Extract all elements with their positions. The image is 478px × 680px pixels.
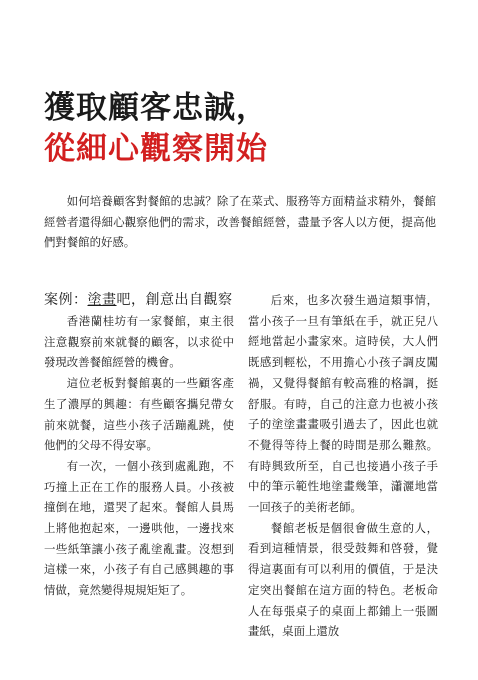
intro-paragraph: 如何培養顧客對餐館的忠誠？除了在菜式、服務等方面精益求精外，餐館經營者還得細心觀察他們的需求，改善餐館經營，盡量予客人以方便，提高他們對餐館的好感。 xyxy=(44,194,436,249)
left-column xyxy=(44,290,234,601)
case-heading xyxy=(44,290,234,311)
case-heading-suffix: 吧，創意出自觀察 xyxy=(116,292,233,308)
right-paragraph: 餐館老板是個很會做生意的人，看到這種情景，很受鼓舞和啓發，覺得這裏面有可以利用的價值，于是決定突出餐館在這方面的特色。老板命人在每張桌子的桌面上都鋪上一張圖畫紙，桌面上還放 xyxy=(248,520,438,639)
left-paragraph: 這位老板對餐館裏的一些顧客產生了濃厚的興趣：有些顧客攜兒帶女前來就餐，這些小孩子活蹦亂跳，使他們的父母不得安寧。 xyxy=(44,376,234,453)
left-paragraph: 有一次，一個小孩到處亂跑，不巧撞上正在工作的服務人員。小孩被撞倒在地，還哭了起來。餐館人員馬上將他抱起來，一邊哄他，一邊找來一些紙筆讓小孩子亂塗亂畫。沒想到這樣一來，小孩子有自己感興趣的事情做，竟然變得規規矩矩了。 xyxy=(44,458,234,598)
left-paragraph: 香港蘭桂坊有一家餐館，東主很注意觀察前來就餐的顧客，以求從中發現改善餐館經營的機會。 xyxy=(44,314,234,370)
title-line-2: 從細心觀察開始 xyxy=(44,131,268,167)
title-line-1: 獲取顧客忠誠， xyxy=(44,90,268,126)
case-heading-prefix: 案例： xyxy=(44,292,88,308)
right-column xyxy=(248,290,438,642)
right-paragraph: 后來，也多次發生過這類事情，當小孩子一旦有筆紙在手，就正兒八經地當起小畫家來。這時侯，大人們既感到輕松，不用擔心小孩子調皮闖禍，又覺得餐館有較高雅的格調，挺舒服。有時，自己的注意力也被小孩子的塗塗畫畫吸引過去了，因此也就不覺得等待上餐的時間是那么難熬。有時興致所至，自己也接過小孩子手中的筆示範性地塗畫幾筆，瀟灑地當一回孩子的美術老師。 xyxy=(248,293,438,515)
case-heading-emphasis: 塗畫 xyxy=(87,292,117,308)
article-title xyxy=(44,88,444,170)
